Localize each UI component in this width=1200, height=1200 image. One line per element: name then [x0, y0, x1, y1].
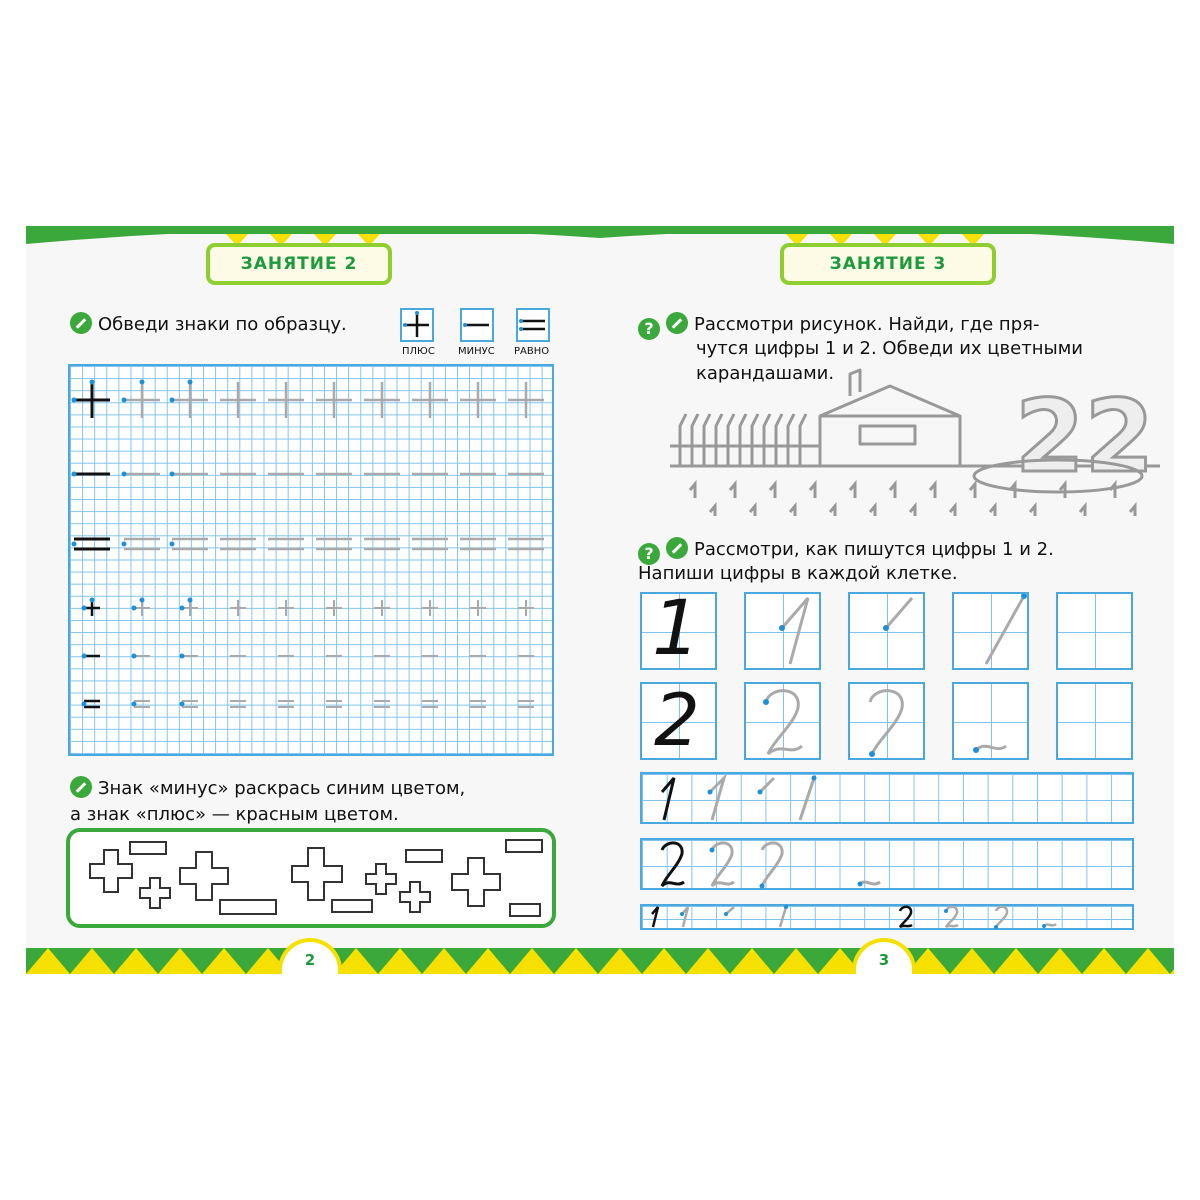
trace-one-cell-3[interactable] — [952, 592, 1029, 670]
trace-two-cell-2[interactable] — [848, 682, 925, 760]
task-find-digits-line2-row — [696, 337, 1083, 361]
ones-practice-strokes — [640, 772, 1134, 824]
minus-label: МИНУС — [458, 346, 495, 357]
sample-one: 1 — [652, 583, 701, 672]
sample-two: 2 — [654, 678, 700, 762]
plus-label: ПЛЮС — [402, 346, 435, 357]
task-write-digits — [638, 537, 1054, 565]
pencil-icon — [70, 312, 92, 334]
lesson-title-right: ЗАНЯТИЕ 3 — [780, 243, 996, 285]
lesson-title-left: ЗАНЯТИЕ 2 — [206, 243, 392, 285]
book-spread — [26, 226, 1174, 974]
color-signs-frame — [66, 828, 556, 928]
page-number-left: 2 — [278, 938, 342, 974]
task-trace-signs — [70, 312, 347, 337]
question-icon: ? — [638, 318, 660, 340]
mixed-practice-strokes — [640, 904, 1134, 930]
trace-signs-layer — [68, 364, 554, 756]
task-color-signs-line2-row — [70, 803, 399, 827]
task-color-signs — [70, 776, 465, 801]
right-page — [600, 226, 1174, 974]
trace-two-cell-1[interactable] — [744, 682, 821, 760]
task-trace-signs-text: Обведи знаки по образцу. — [98, 314, 347, 335]
empty-cell-2[interactable] — [1056, 682, 1133, 760]
equals-label: РАВНО — [514, 346, 550, 357]
sample-one-cell — [640, 583, 717, 672]
task-color-signs-line2: а знак «плюс» — красным цветом. — [70, 804, 399, 825]
question-icon: ? — [638, 543, 660, 565]
minus-key — [460, 308, 494, 342]
page-number-right: 3 — [852, 938, 916, 974]
pencil-icon — [666, 537, 688, 559]
task-color-signs-line1: Знак «минус» раскрась синим цветом, — [98, 778, 466, 799]
signs-to-color[interactable] — [70, 832, 552, 924]
pencil-icon — [666, 312, 688, 334]
task-write-digits-line1: Рассмотри, как пишутся цифры 1 и 2. — [694, 539, 1054, 560]
task-write-digits-line2: Напиши цифры в каждой клетке. — [638, 563, 958, 584]
pencil-icon — [70, 776, 92, 798]
equals-key — [516, 308, 550, 342]
sample-two-cell — [640, 678, 717, 762]
trace-two-cell-3[interactable] — [952, 682, 1029, 760]
hidden-twos: 22 — [1015, 378, 1155, 495]
task-find-digits — [638, 312, 1158, 340]
task-find-digits-line2: чутся цифры 1 и 2. Обведи их цветными — [696, 338, 1083, 359]
empty-cell-1[interactable] — [1056, 592, 1133, 670]
trace-one-cell-1[interactable] — [744, 592, 821, 670]
plus-key — [400, 308, 434, 342]
task-find-digits-line1: Рассмотри рисунок. Найди, где пря- — [694, 314, 1040, 335]
twos-practice-strokes — [640, 838, 1134, 890]
trace-one-cell-2[interactable] — [848, 592, 925, 670]
left-page — [26, 226, 600, 974]
hidden-digits-picture[interactable] — [660, 366, 1160, 516]
task-find-digits-line3: карандашами. — [696, 363, 835, 384]
